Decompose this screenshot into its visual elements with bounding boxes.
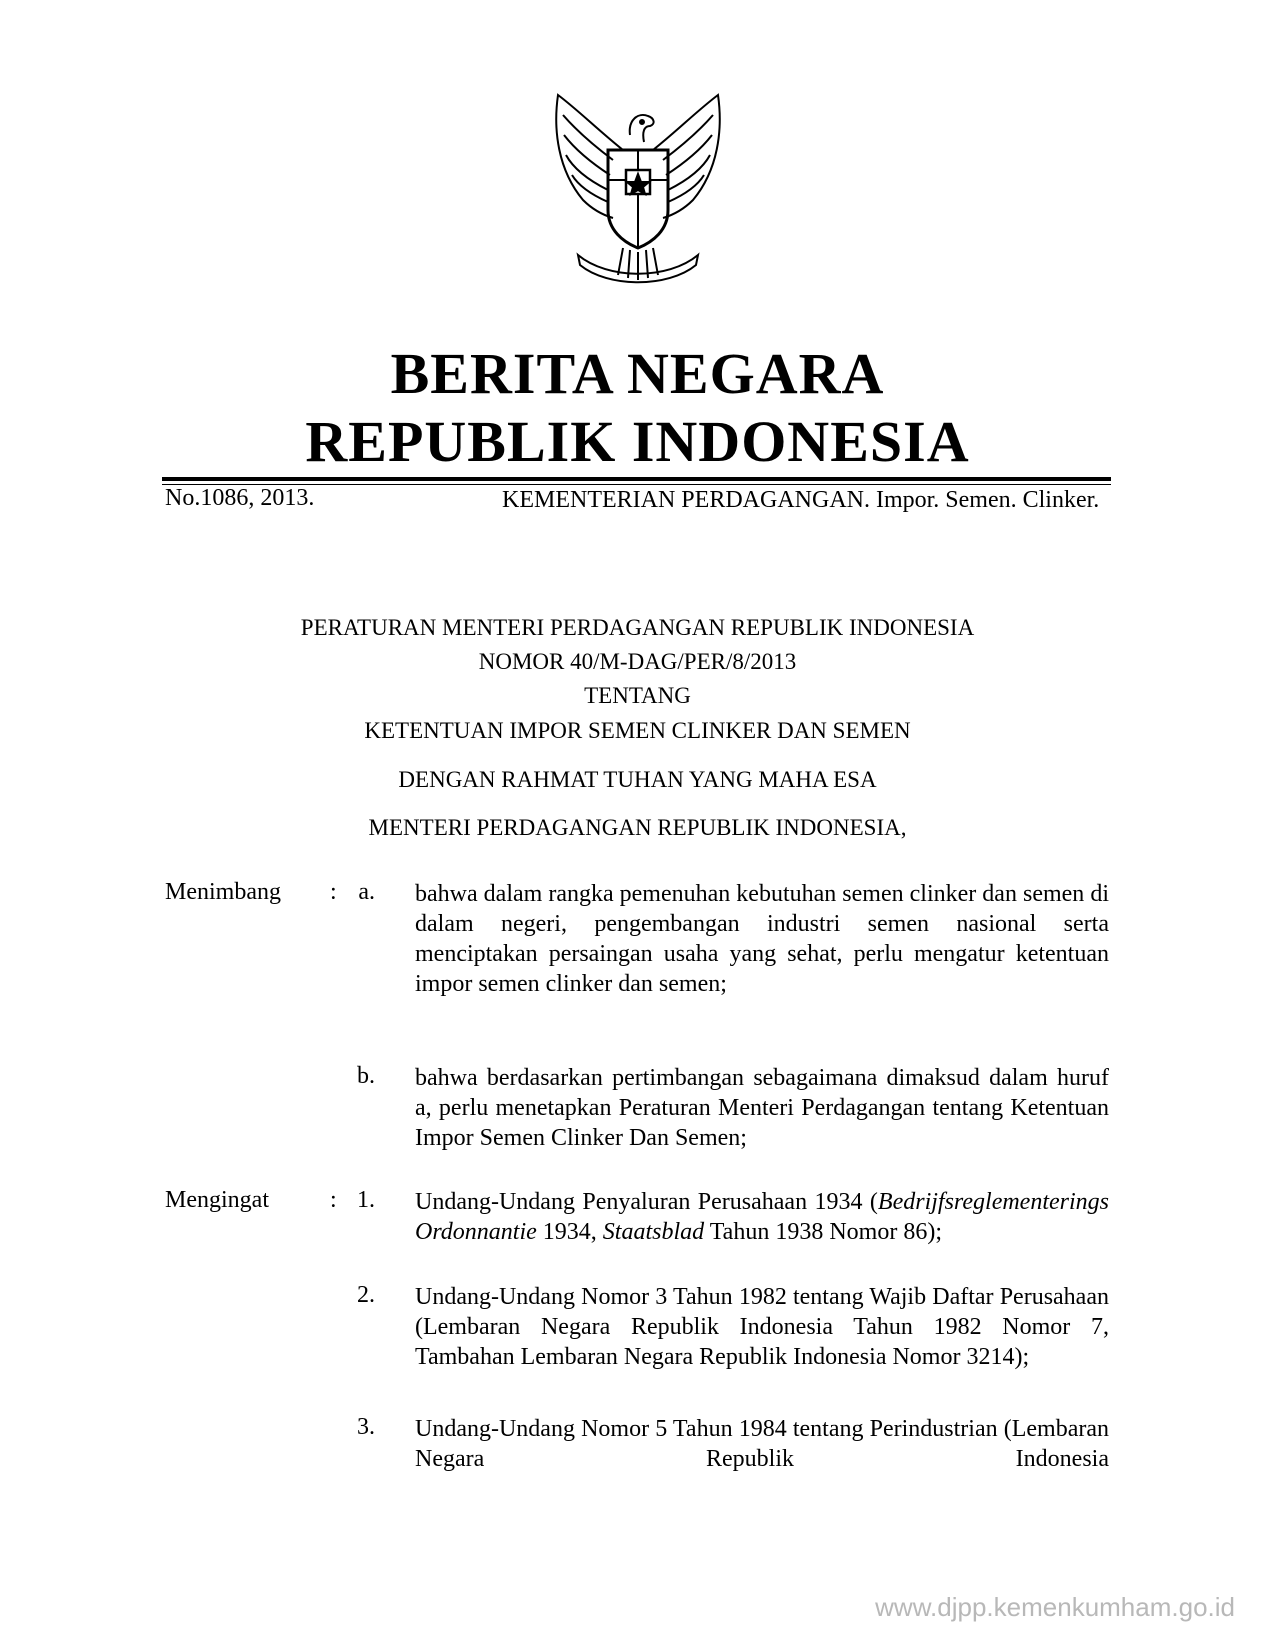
issue-subject: KEMENTERIAN PERDAGANGAN. Impor. Semen. Clinker. — [502, 487, 1100, 513]
masthead-subtitle: REPUBLIK INDONESIA — [305, 409, 970, 474]
regulation-title: PERATURAN MENTERI PERDAGANGAN REPUBLIK INDONESIA — [300, 615, 975, 640]
mengingat-marker-3: 3. — [357, 1414, 375, 1440]
mengingat-item-2: Undang-Undang Nomor 3 Tahun 1982 tentang Wajib Daftar Perusahaan (Lembaran Negara Republik Indonesia Tahun 1982 Nomor 7, Tambahan Lembaran Negara Republik Indonesia Nomor 3214); — [415, 1284, 1109, 1370]
menimbang-colon: : — [330, 879, 337, 905]
mengingat-item-1-italic-2: Staatsblad — [602, 1219, 705, 1245]
menimbang-label: Menimbang — [165, 879, 281, 905]
regulation-tentang: TENTANG — [584, 683, 691, 708]
invocation: DENGAN RAHMAT TUHAN YANG MAHA ESA — [398, 767, 877, 792]
regulation-number: NOMOR 40/M-DAG/PER/8/2013 — [478, 649, 797, 674]
regulation-subject: KETENTUAN IMPOR SEMEN CLINKER DAN SEMEN — [364, 718, 911, 743]
watermark-url: www.djpp.kemenkumham.go.id — [875, 1592, 1235, 1622]
menimbang-item-a: bahwa dalam rangka pemenuhan kebutuhan semen clinker dan semen di dalam negeri, pengembangan industri semen nasional serta menciptakan persaingan usaha yang sehat, perlu mengatur ketentuan impor semen clinker dan semen; — [415, 881, 1109, 997]
mengingat-item-1-text-a: Undang-Undang Penyaluran Perusahaan 1934 ( — [415, 1189, 878, 1215]
mengingat-label: Mengingat — [165, 1187, 269, 1213]
mengingat-item-1-text-c: Tahun 1938 Nomor 86); — [704, 1219, 942, 1245]
mengingat-item-1-text-b: 1934, — [536, 1219, 603, 1245]
menimbang-marker-a: a. — [358, 879, 375, 905]
menimbang-marker-b: b. — [357, 1063, 375, 1089]
masthead-title: BERITA NEGARA — [390, 341, 885, 406]
mengingat-item-1-italic-1: Bedrijfsreglementerings Ordonnantie — [415, 1189, 1109, 1245]
issue-number: No.1086, 2013. — [165, 485, 315, 511]
minister-line: MENTERI PERDAGANGAN REPUBLIK INDONESIA, — [368, 815, 907, 840]
mengingat-item-3: Undang-Undang Nomor 5 Tahun 1984 tentang Perindustrian (Lembaran Negara Republik Indonesia — [415, 1416, 1109, 1472]
mengingat-marker-2: 2. — [357, 1282, 375, 1308]
mengingat-item-1 — [415, 1187, 1109, 1247]
menimbang-item-b: bahwa berdasarkan pertimbangan sebagaimana dimaksud dalam huruf a, perlu menetapkan Peraturan Menteri Perdagangan tentang Ketentuan Impor Semen Clinker Dan Semen; — [415, 1065, 1109, 1151]
mengingat-colon: : — [330, 1187, 337, 1213]
garuda-pancasila-emblem — [538, 90, 738, 290]
mengingat-marker-1: 1. — [357, 1187, 375, 1213]
masthead-rule — [162, 477, 1111, 481]
